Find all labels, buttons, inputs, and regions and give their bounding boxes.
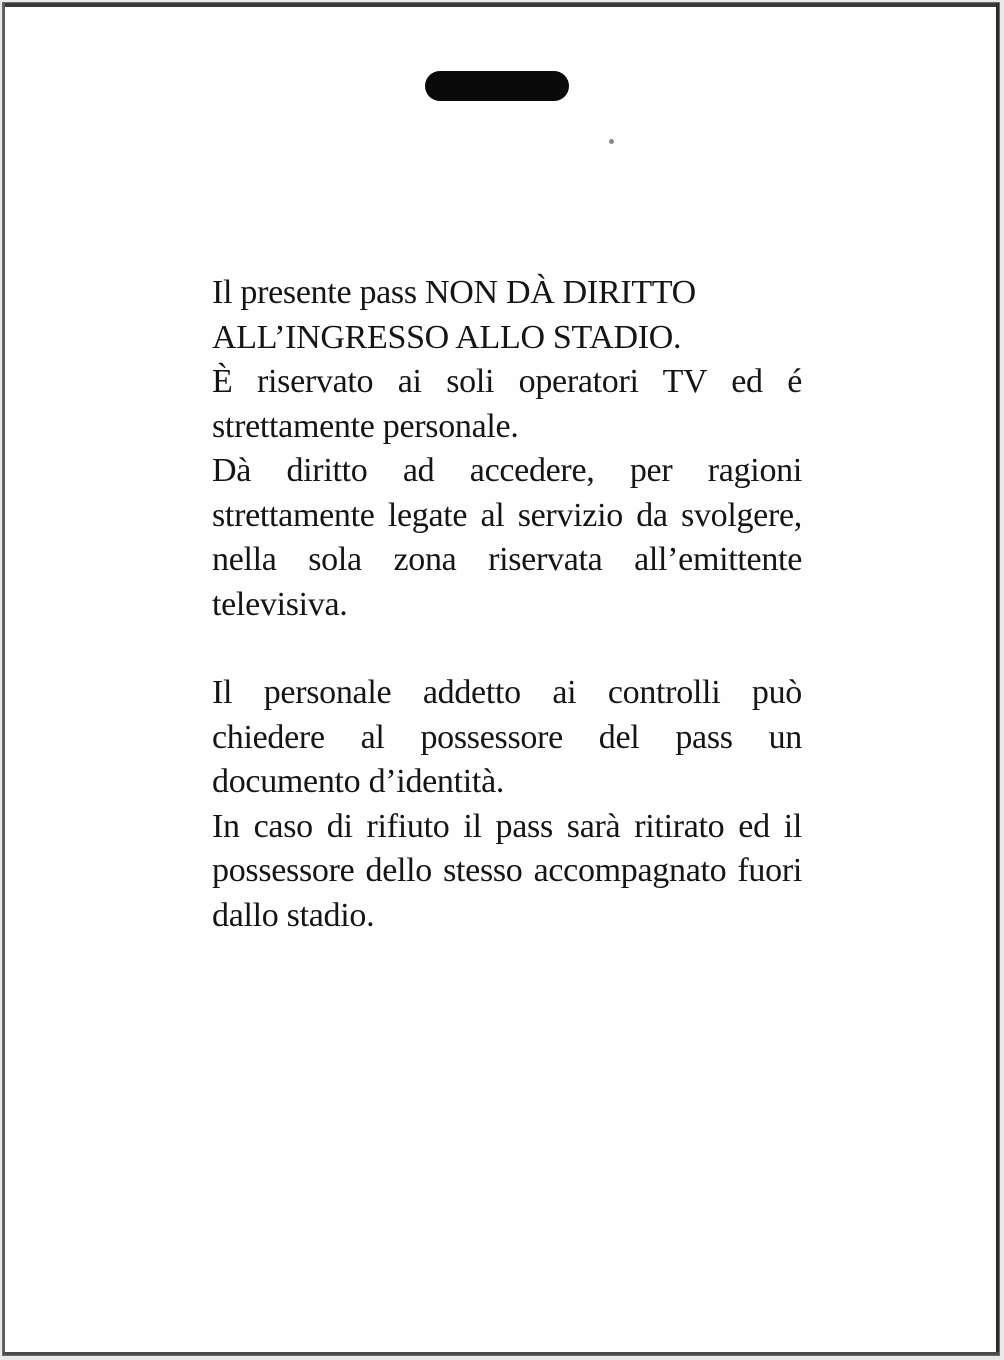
paragraph-gap xyxy=(212,627,802,671)
lanyard-slot xyxy=(425,71,569,101)
card-edge-bottom xyxy=(3,1352,999,1355)
card-edge-right xyxy=(996,3,999,1355)
refusal-paragraph: In caso di rifiuto il pass sarà ritirato ed il possessore dello stesso accompagnato fuori dallo stadio. xyxy=(212,807,802,934)
card-edge-left xyxy=(3,3,5,1355)
controls-paragraph: Il personale addetto ai controlli può chiedere al possessore del pass un documento d’identità. xyxy=(212,674,802,800)
pass-text-block xyxy=(212,271,802,938)
notice-line-1: Il presente pass NON DÀ DIRITTO xyxy=(212,274,696,311)
print-speck xyxy=(609,139,614,144)
reserved-paragraph: È riservato ai soli operatori TV ed é strettamente personale. xyxy=(212,363,802,445)
access-paragraph: Dà diritto ad accedere, per ragioni strettamente legate al servizio da svolgere, nella sola zona riservata all’emittente televisiva. xyxy=(212,452,802,623)
pass-card xyxy=(2,2,1000,1356)
notice-line-2: ALL’INGRESSO ALLO STADIO. xyxy=(212,318,682,356)
card-edge-top xyxy=(3,3,999,7)
